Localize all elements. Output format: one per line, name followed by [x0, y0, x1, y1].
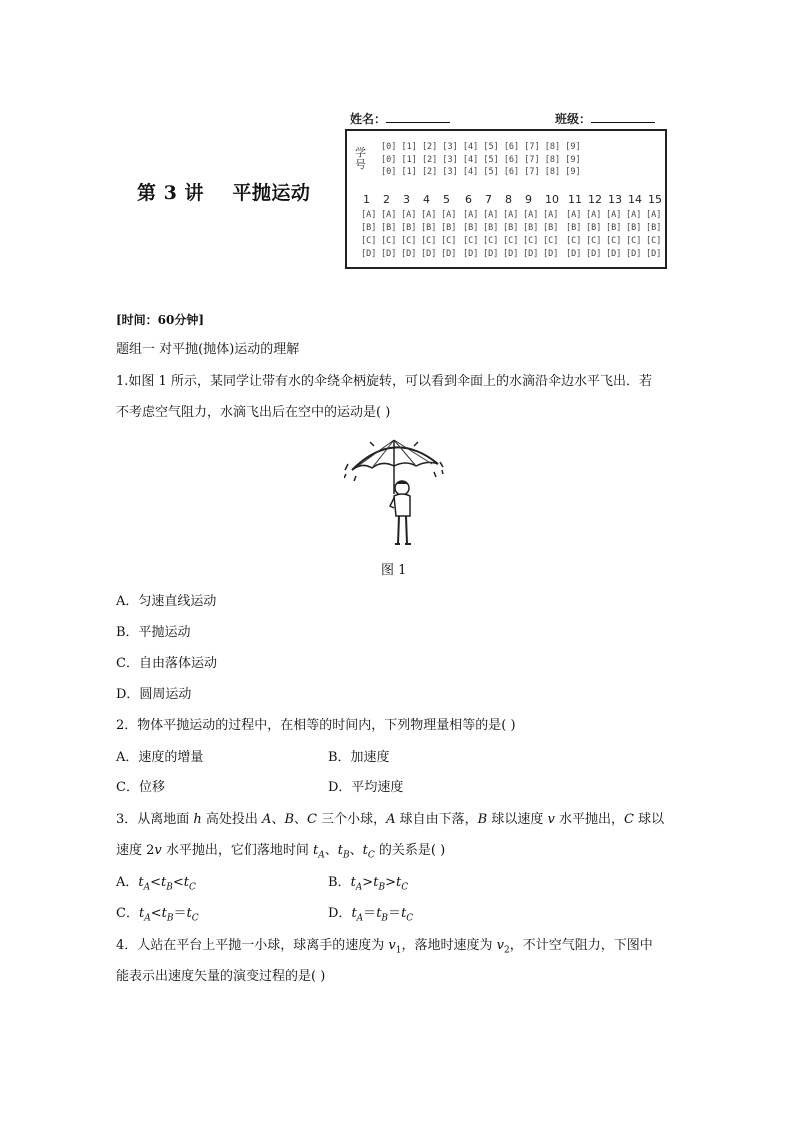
question-number: 9: [525, 193, 532, 206]
q1-option-d: D．圆周运动: [116, 687, 192, 702]
answer-bubble[interactable]: [A]: [566, 210, 582, 220]
q1-stem-line1: 1.如图 1 所示，某同学让带有水的伞绕伞柄旋转，可以看到伞面上的水滴沿伞边水平飞出．若: [116, 374, 652, 389]
umbrella-figure: [344, 434, 444, 548]
answer-bubble[interactable]: [A]: [441, 210, 457, 220]
answer-bubble[interactable]: [D]: [421, 249, 437, 259]
section-heading: 题组一 对平抛(抛体)运动的理解: [116, 342, 300, 357]
q2-option-b: B．加速度: [328, 750, 390, 765]
question-number: 6: [465, 193, 472, 206]
class-field: [555, 110, 655, 127]
q4-stem-line1: 4．人站在平台上平抛一小球，球离手的速度为 $v_1$，落地时速度为 $v_2$，不计空气阻力，下图中: [116, 938, 653, 956]
answer-bubble[interactable]: [C]: [626, 236, 642, 246]
answer-bubble[interactable]: [A]: [483, 210, 499, 220]
name-field: [350, 110, 450, 127]
answer-bubble[interactable]: [D]: [566, 249, 582, 259]
q2-option-c: C．位移: [116, 780, 165, 795]
answer-bubble[interactable]: [B]: [401, 223, 417, 233]
answer-bubble[interactable]: [A]: [421, 210, 437, 220]
answer-bubble[interactable]: [B]: [503, 223, 519, 233]
answer-bubble[interactable]: [D]: [401, 249, 417, 259]
question-number: 14: [628, 193, 642, 206]
answer-bubble[interactable]: [B]: [421, 223, 437, 233]
answer-bubble[interactable]: [D]: [523, 249, 539, 259]
answer-bubble[interactable]: [D]: [606, 249, 622, 259]
answer-bubble[interactable]: [B]: [586, 223, 602, 233]
answer-bubble[interactable]: [C]: [586, 236, 602, 246]
id-row[interactable]: [0] [1] [2] [3] [4] [5] [6] [7] [8] [9]: [381, 167, 581, 177]
q1-option-b: B．平抛运动: [116, 625, 191, 640]
lesson-title: 第 3 讲 平抛运动: [137, 182, 311, 204]
q1-option-c: C．自由落体运动: [116, 656, 217, 671]
answer-bubble[interactable]: [C]: [606, 236, 622, 246]
question-number: 1: [363, 193, 370, 206]
answer-bubble[interactable]: [C]: [381, 236, 397, 246]
answer-bubble[interactable]: [D]: [441, 249, 457, 259]
answer-bubble[interactable]: [B]: [626, 223, 642, 233]
id-row[interactable]: [0] [1] [2] [3] [4] [5] [6] [7] [8] [9]: [381, 154, 581, 165]
answer-bubble[interactable]: [C]: [503, 236, 519, 246]
answer-bubble[interactable]: [D]: [463, 249, 479, 259]
q1-option-a: A．匀速直线运动: [116, 594, 217, 609]
q3-stem-line2: 速度 2v 水平抛出，它们落地时间 $t_A$、$t_B$、$t_C$ 的关系是( ): [116, 843, 446, 861]
answer-bubble[interactable]: [D]: [543, 249, 559, 259]
answer-bubble[interactable]: [A]: [626, 210, 642, 220]
answer-bubble[interactable]: [D]: [503, 249, 519, 259]
q2-option-a: A．速度的增量: [116, 750, 204, 765]
question-number: 5: [443, 193, 450, 206]
answer-bubble[interactable]: [A]: [463, 210, 479, 220]
name-label: 姓名：: [350, 112, 387, 126]
answer-bubble[interactable]: [A]: [381, 210, 397, 220]
answer-bubble[interactable]: [D]: [361, 249, 377, 259]
answer-card: [345, 129, 667, 269]
question-number: 13: [608, 193, 622, 206]
q3-stem-line1: 3．从离地面 h 高处投出 A、B、C 三个小球，A 球自由下落，B 球以速度 v 水平抛出，C 球以: [116, 812, 665, 827]
answer-bubble[interactable]: [B]: [566, 223, 582, 233]
answer-bubble[interactable]: [C]: [441, 236, 457, 246]
q1-stem-line2: 不考虑空气阻力，水滴飞出后在空中的运动是( ): [116, 405, 391, 420]
q3-option-b: B．$t_A>t_B>t_C$: [328, 875, 409, 893]
question-number: 8: [505, 193, 512, 206]
answer-bubble[interactable]: [D]: [626, 249, 642, 259]
q3-option-a: A．$t_A<t_B<t_C$: [116, 875, 196, 893]
answer-bubble[interactable]: [A]: [401, 210, 417, 220]
student-id-label: 学号: [355, 146, 366, 171]
q3-option-d: D．$t_A=t_B=t_C$: [328, 906, 414, 924]
answer-bubble[interactable]: [A]: [606, 210, 622, 220]
answer-bubble[interactable]: [C]: [543, 236, 559, 246]
question-number: 7: [485, 193, 492, 206]
answer-bubble[interactable]: [A]: [586, 210, 602, 220]
answer-bubble[interactable]: [B]: [361, 223, 377, 233]
question-number: 2: [383, 193, 390, 206]
answer-bubble[interactable]: [B]: [441, 223, 457, 233]
question-number: 4: [423, 193, 430, 206]
id-row[interactable]: [0] [1] [2] [3] [4] [5] [6] [7] [8] [9]: [381, 142, 581, 152]
question-number: 15: [648, 193, 662, 206]
answer-grid[interactable]: [347, 131, 665, 267]
answer-bubble[interactable]: [D]: [381, 249, 397, 259]
time-note: [时间：60分钟]: [116, 313, 205, 327]
answer-bubble[interactable]: [A]: [361, 210, 377, 220]
answer-bubble[interactable]: [C]: [523, 236, 539, 246]
answer-bubble[interactable]: [B]: [523, 223, 539, 233]
answer-bubble[interactable]: [C]: [646, 236, 662, 246]
q2-stem: 2．物体平抛运动的过程中，在相等的时间内，下列物理量相等的是( ): [116, 718, 516, 733]
answer-bubble[interactable]: [C]: [361, 236, 377, 246]
answer-bubble[interactable]: [D]: [483, 249, 499, 259]
question-number: 3: [403, 193, 410, 206]
question-number: 12: [588, 193, 602, 206]
answer-bubble[interactable]: [C]: [421, 236, 437, 246]
answer-bubble[interactable]: [D]: [646, 249, 662, 259]
q2-option-d: D．平均速度: [328, 780, 404, 795]
answer-bubble[interactable]: [C]: [401, 236, 417, 246]
answer-bubble[interactable]: [B]: [606, 223, 622, 233]
q3-option-c: C．$t_A<t_B=t_C$: [116, 906, 199, 924]
answer-bubble[interactable]: [A]: [503, 210, 519, 220]
class-label: 班级：: [555, 112, 592, 126]
q4-stem-line2: 能表示出速度矢量的演变过程的是( ): [116, 969, 326, 984]
answer-bubble[interactable]: [C]: [566, 236, 582, 246]
answer-bubble[interactable]: [B]: [646, 223, 662, 233]
answer-bubble[interactable]: [C]: [463, 236, 479, 246]
answer-bubble[interactable]: [B]: [543, 223, 559, 233]
answer-bubble[interactable]: [B]: [483, 223, 499, 233]
answer-bubble[interactable]: [D]: [586, 249, 602, 259]
question-number: 11: [568, 193, 582, 206]
question-number: 10: [545, 193, 559, 206]
name-blank[interactable]: [386, 112, 450, 123]
answer-bubble[interactable]: [B]: [381, 223, 397, 233]
answer-bubble[interactable]: [A]: [646, 210, 662, 220]
answer-bubble[interactable]: [C]: [483, 236, 499, 246]
answer-bubble[interactable]: [B]: [463, 223, 479, 233]
class-blank[interactable]: [591, 112, 655, 123]
figure-caption: 图 1: [381, 563, 407, 578]
answer-bubble[interactable]: [A]: [543, 210, 559, 220]
answer-bubble[interactable]: [A]: [523, 210, 539, 220]
